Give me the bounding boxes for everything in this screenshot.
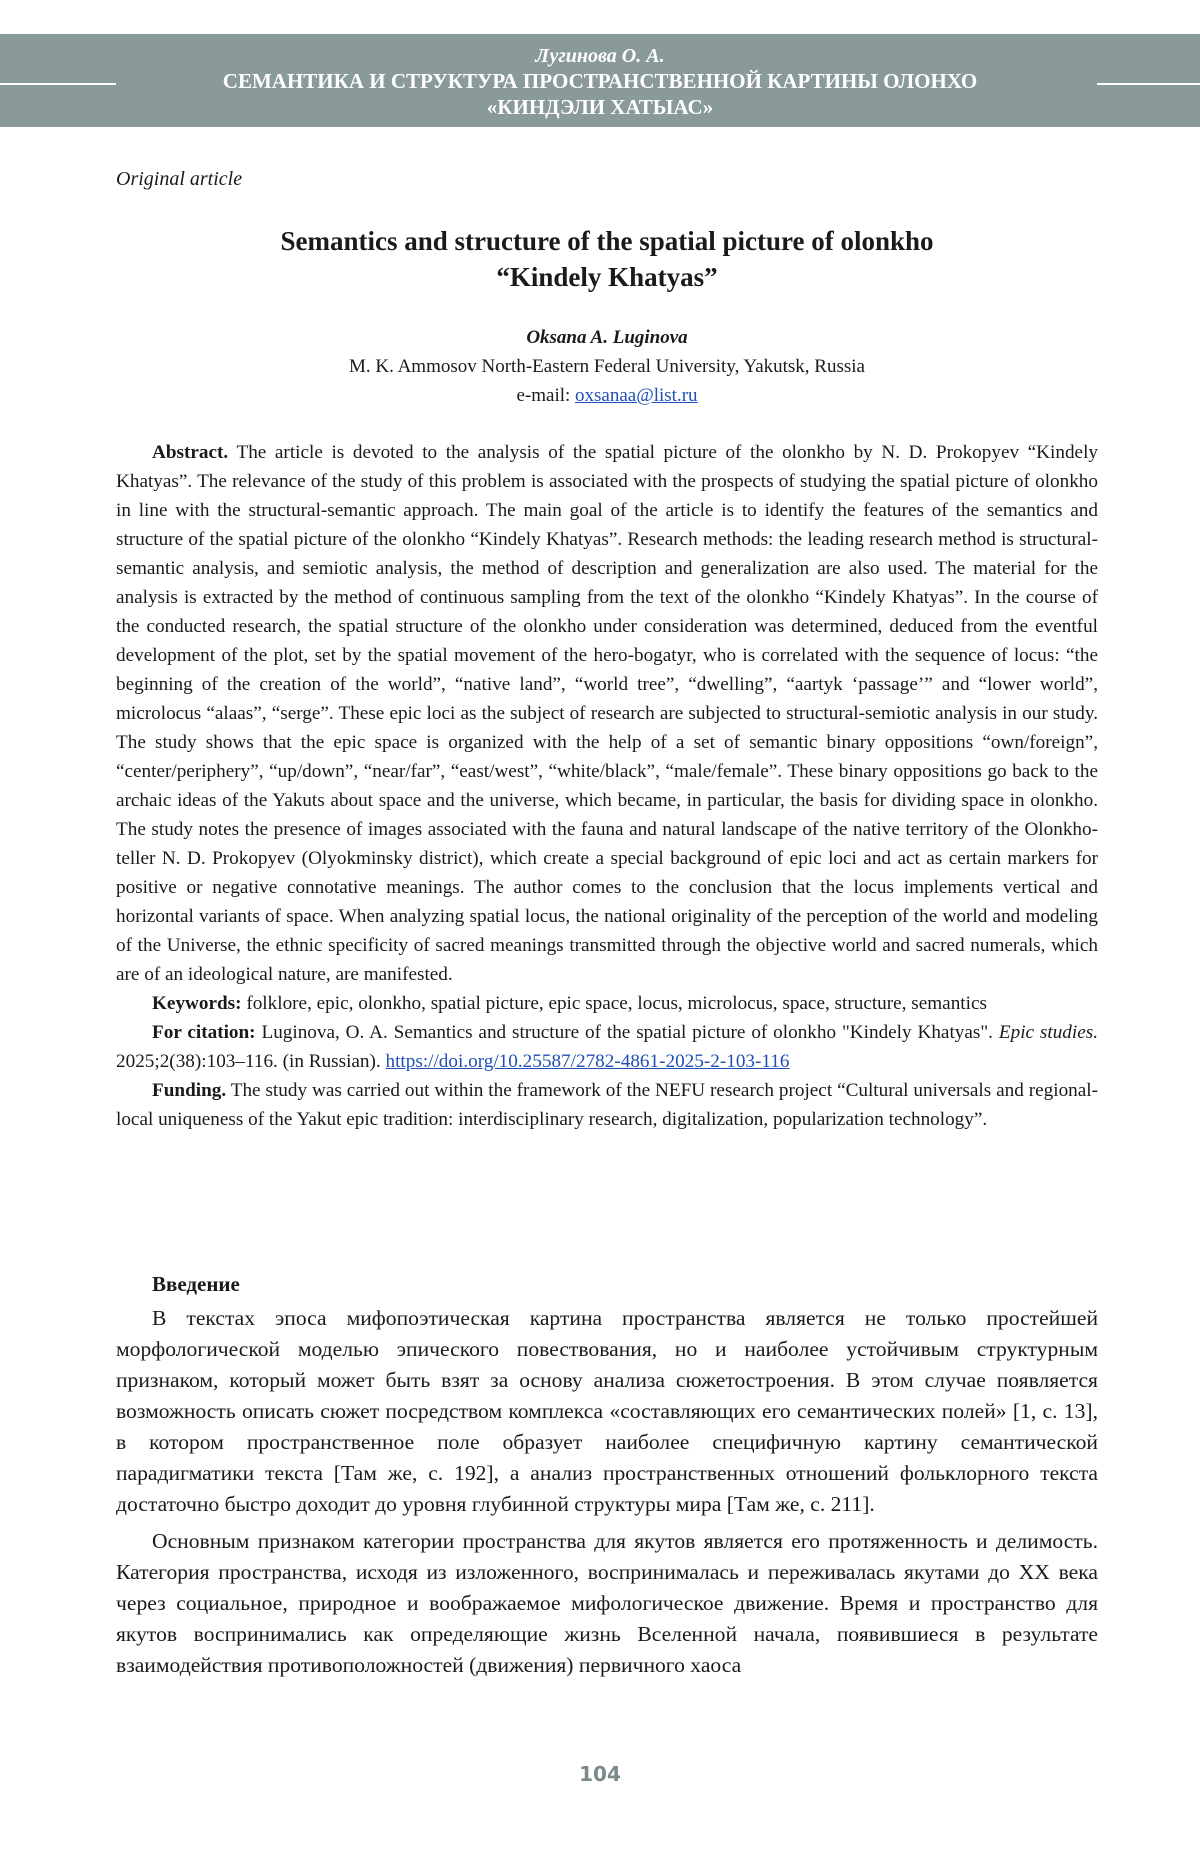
header-rule-right <box>1097 83 1200 85</box>
header-title-line-1: СЕМАНТИКА И СТРУКТУРА ПРОСТРАНСТВЕННОЙ КАРТИНЫ ОЛОНХО <box>222 69 978 93</box>
keywords-text: folklore, epic, olonkho, spatial picture, epic space, locus, microlocus, space, structure, semantics <box>246 993 987 1014</box>
header-rule-left <box>0 83 116 85</box>
citation-journal: Epic studies. <box>998 1022 1099 1043</box>
citation-details: 2025;2(38):103–116. (in Russian). <box>116 1051 381 1072</box>
author-email-line <box>116 381 1098 410</box>
email-label: e-mail: <box>516 385 571 406</box>
abstract-text: The article is devoted to the analysis of the spatial picture of the olonkho by N. D. Prokopyev “Kindely Khatyas”. The relevance of the study of this problem is associated with the prospects of studying the spatial picture of olonkho in line with the structural-semantic approach. The main goal of the article is to identify the features of the semantics and structure of the spatial picture of the olonkho “Kindely Khatyas”. Research methods: the leading research method is structural-semantic analysis, and semiotic analysis, the method of description and generalization are also used. The material for the analysis is extracted by the method of continuous sampling from the text of the olonkho “Kindely Khatyas”. In the course of the conducted research, the spatial structure of the olonkho under consideration was determined, deduced from the eventful development of the plot, set by the spatial movement of the hero-bogatyr, who is correlated with the sequence of locus: “the beginning of the creation of the world”, “native land”, “world tree”, “dwelling”, “aartyk ‘passage’” and “lower world”, microlocus “alaas”, “serge”. These epic loci as the subject of research are subjected to structural-semiotic analysis in our study. The study shows that the epic space is organized with the help of a set of semantic binary oppositions “own/foreign”, “center/periphery”, “up/down”, “near/far”, “east/west”, “white/black”, “male/female”. These binary oppositions go back to the archaic ideas of the Yakuts about space and the universe, which became, in particular, the basis for dividing space in olonkho. The study notes the presence of images associated with the fauna and natural landscape of the native territory of the Olonkho-teller N. D. Prokopyev (Olyokminsky district), which create a special background of epic loci and act as certain markers for positive or negative connotative meanings. The author comes to the conclusion that the locus implements vertical and horizontal variants of space. When analyzing spatial locus, the national originality of the perception of the world and modeling of the Universe, the ethnic specificity of sacred meanings transmitted through the objective world and sacred numerals, which are of an ideological nature, are manifested. <box>116 442 1098 985</box>
article-title-line-2: “Kindely Khatyas” <box>496 262 718 292</box>
body-text <box>116 1303 1098 1687</box>
article-title <box>116 223 1098 295</box>
author-affiliation: M. K. Ammosov North-Eastern Federal University, Yakutsk, Russia <box>349 356 865 377</box>
author-name: Oksana A. Luginova <box>526 327 688 348</box>
section-heading: Введение <box>152 1272 240 1296</box>
header-author: Лугинова О. А. <box>535 45 665 67</box>
citation-label: For citation: <box>152 1022 256 1043</box>
doi-link[interactable]: https://doi.org/10.25587/2782-4861-2025-2-103-116 <box>385 1051 790 1072</box>
page-number: 104 <box>579 1762 621 1786</box>
abstract-block <box>116 438 1098 1134</box>
abstract-label: Abstract. <box>152 442 229 463</box>
article-type: Original article <box>116 168 243 190</box>
email-link[interactable]: oxsanaa@list.ru <box>575 385 698 406</box>
citation-text: Luginova, O. A. Semantics and structure of the spatial picture of olonkho "Kindely Khatyas". <box>261 1022 993 1043</box>
funding-label: Funding. <box>152 1080 227 1101</box>
author-block <box>116 323 1098 410</box>
keywords-label: Keywords: <box>152 993 242 1014</box>
article-title-line-1: Semantics and structure of the spatial picture of olonkho <box>280 226 934 256</box>
body-paragraph-2: Основным признаком категории пространства для якутов является его протяженность и делимость. Категория пространства, исходя из изложенного, воспринималась и переживалась якутами до XX века через социальное, природное и воображаемое мифологическое движение. Время и пространство для якутов воспринимались как определяющие жизнь Вселенной начала, появившиеся в результате взаимодействия противоположностей (движения) первичного хаоса <box>116 1529 1098 1677</box>
citation-paragraph <box>116 1018 1098 1076</box>
running-header <box>0 34 1200 127</box>
keywords-paragraph <box>116 989 1098 1018</box>
abstract-paragraph <box>116 438 1098 989</box>
body-paragraph-1: В текстах эпоса мифопоэтическая картина пространства является не только простейшей морфологической моделью эпического повествования, но и наиболее устойчивым структурным признаком, который может быть взят за основу анализа сюжетостроения. В этом случае появляется возможность описать сюжет посредством комплекса «составляющих его семантических полей» [1, с. 13], в котором пространственное поле образует наиболее специфичную картину семантической парадигматики текста [Там же, с. 192], а анализ пространственных отношений фольклорного текста достаточно быстро доходит до уровня глубинной структуры мира [Там же, с. 211]. <box>116 1306 1098 1516</box>
funding-paragraph <box>116 1076 1098 1134</box>
header-title-line-2: «КИНДЭЛИ ХАТЫАС» <box>486 95 714 119</box>
funding-text: The study was carried out within the framework of the NEFU research project “Cultural universals and regional-local uniqueness of the Yakut epic tradition: interdisciplinary research, digitalization, popularization technology”. <box>116 1080 1098 1130</box>
